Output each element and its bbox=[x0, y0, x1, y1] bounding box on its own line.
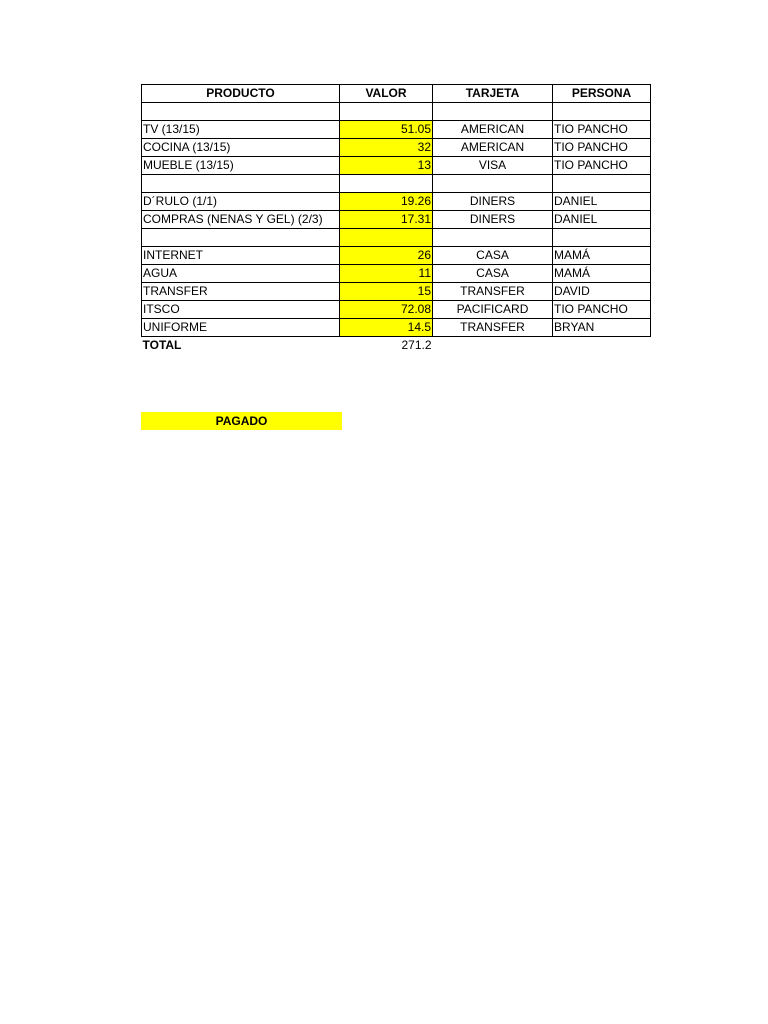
header-row bbox=[142, 85, 651, 103]
cell-persona[interactable]: MAMÁ bbox=[553, 247, 651, 265]
cell-persona[interactable]: TIO PANCHO bbox=[553, 139, 651, 157]
cell-tarjeta[interactable]: TRANSFER bbox=[433, 319, 553, 337]
cell-valor[interactable] bbox=[340, 229, 433, 247]
cell-valor[interactable]: 17.31 bbox=[340, 211, 433, 229]
table-row bbox=[142, 265, 651, 283]
cell-tarjeta[interactable]: TRANSFER bbox=[433, 283, 553, 301]
cell-valor[interactable] bbox=[340, 175, 433, 193]
table-row bbox=[142, 319, 651, 337]
cell-persona[interactable]: BRYAN bbox=[553, 319, 651, 337]
cell-tarjeta[interactable]: DINERS bbox=[433, 211, 553, 229]
cell-persona[interactable] bbox=[553, 229, 651, 247]
cell-producto[interactable]: AGUA bbox=[142, 265, 340, 283]
total-empty-cell[interactable] bbox=[553, 337, 651, 355]
cell-producto[interactable] bbox=[142, 175, 340, 193]
cell-persona[interactable]: DANIEL bbox=[553, 211, 651, 229]
cell-tarjeta[interactable]: DINERS bbox=[433, 193, 553, 211]
cell-producto[interactable] bbox=[142, 103, 340, 121]
cell-valor[interactable]: 32 bbox=[340, 139, 433, 157]
cell-producto[interactable]: INTERNET bbox=[142, 247, 340, 265]
cell-valor[interactable]: 13 bbox=[340, 157, 433, 175]
table-row bbox=[142, 283, 651, 301]
table-row bbox=[142, 175, 651, 193]
total-empty-cell[interactable] bbox=[433, 337, 553, 355]
cell-persona[interactable]: TIO PANCHO bbox=[553, 301, 651, 319]
cell-tarjeta[interactable]: CASA bbox=[433, 247, 553, 265]
cell-valor[interactable] bbox=[340, 103, 433, 121]
table-row bbox=[142, 211, 651, 229]
cell-persona[interactable]: DAVID bbox=[553, 283, 651, 301]
cell-persona[interactable]: DANIEL bbox=[553, 193, 651, 211]
table-row bbox=[142, 103, 651, 121]
total-row bbox=[142, 337, 651, 355]
pagado-label[interactable]: PAGADO bbox=[141, 412, 342, 430]
header-producto[interactable]: PRODUCTO bbox=[142, 85, 340, 103]
cell-producto[interactable]: TV (13/15) bbox=[142, 121, 340, 139]
cell-producto[interactable]: TRANSFER bbox=[142, 283, 340, 301]
cell-tarjeta[interactable]: PACIFICARD bbox=[433, 301, 553, 319]
cell-tarjeta[interactable] bbox=[433, 229, 553, 247]
cell-tarjeta[interactable]: AMERICAN bbox=[433, 139, 553, 157]
total-value[interactable]: 271.2 bbox=[401, 338, 432, 352]
cell-valor[interactable]: 72.08 bbox=[340, 301, 433, 319]
cell-producto[interactable]: COMPRAS (NENAS Y GEL) (2/3) bbox=[142, 211, 340, 229]
cell-valor[interactable]: 26 bbox=[340, 247, 433, 265]
cell-producto[interactable]: D´RULO (1/1) bbox=[142, 193, 340, 211]
cell-persona[interactable]: MAMÁ bbox=[553, 265, 651, 283]
table-row bbox=[142, 193, 651, 211]
cell-tarjeta[interactable]: VISA bbox=[433, 157, 553, 175]
cell-producto[interactable]: ITSCO bbox=[142, 301, 340, 319]
cell-persona[interactable] bbox=[553, 103, 651, 121]
cell-producto[interactable]: UNIFORME bbox=[142, 319, 340, 337]
cell-valor[interactable]: 11 bbox=[340, 265, 433, 283]
table-row bbox=[142, 121, 651, 139]
cell-valor[interactable]: 51.05 bbox=[340, 121, 433, 139]
cell-persona[interactable] bbox=[553, 175, 651, 193]
table-row bbox=[142, 229, 651, 247]
table-row bbox=[142, 247, 651, 265]
cell-valor[interactable]: 19.26 bbox=[340, 193, 433, 211]
total-label[interactable]: TOTAL bbox=[142, 338, 182, 352]
cell-valor[interactable]: 15 bbox=[340, 283, 433, 301]
cell-tarjeta[interactable] bbox=[433, 175, 553, 193]
cell-producto[interactable] bbox=[142, 229, 340, 247]
table-body bbox=[142, 103, 651, 355]
cell-producto[interactable]: COCINA (13/15) bbox=[142, 139, 340, 157]
table-row bbox=[142, 157, 651, 175]
header-persona[interactable]: PERSONA bbox=[553, 85, 651, 103]
table-row bbox=[142, 301, 651, 319]
cell-persona[interactable]: TIO PANCHO bbox=[553, 157, 651, 175]
header-valor[interactable]: VALOR bbox=[340, 85, 433, 103]
cell-persona[interactable]: TIO PANCHO bbox=[553, 121, 651, 139]
header-tarjeta[interactable]: TARJETA bbox=[433, 85, 553, 103]
cell-tarjeta[interactable] bbox=[433, 103, 553, 121]
table-row bbox=[142, 139, 651, 157]
cell-valor[interactable]: 14.5 bbox=[340, 319, 433, 337]
cell-producto[interactable]: MUEBLE (13/15) bbox=[142, 157, 340, 175]
expense-table bbox=[141, 84, 651, 354]
cell-tarjeta[interactable]: CASA bbox=[433, 265, 553, 283]
cell-tarjeta[interactable]: AMERICAN bbox=[433, 121, 553, 139]
